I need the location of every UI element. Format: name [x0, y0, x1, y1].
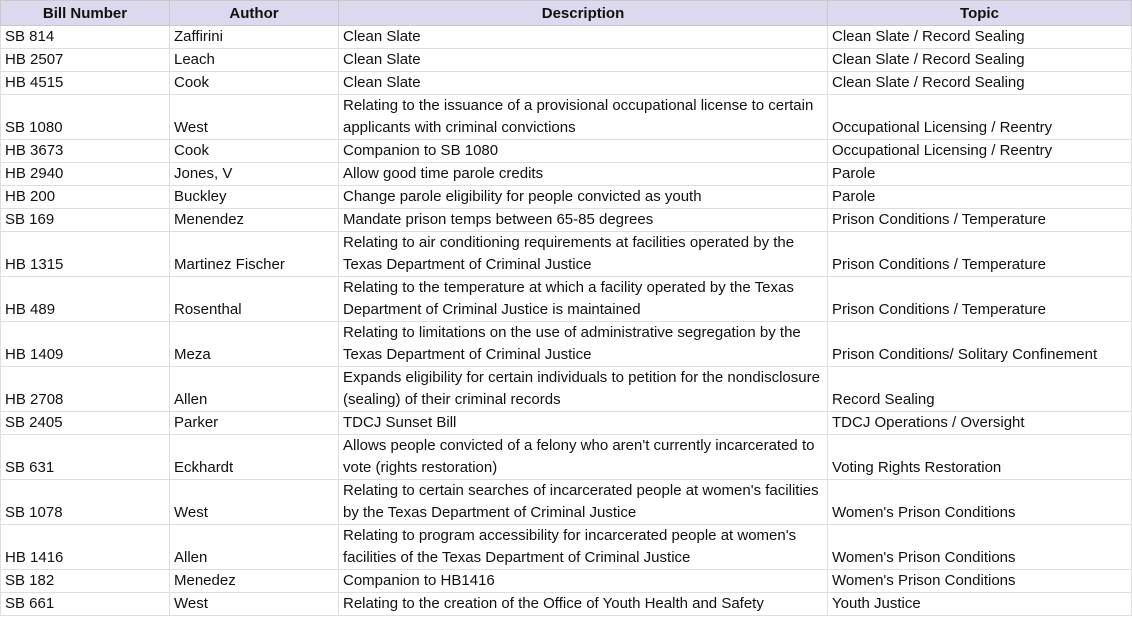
- column-header-author[interactable]: Author: [170, 1, 339, 26]
- bill-number-cell[interactable]: HB 489: [1, 277, 170, 322]
- table-row: [1, 367, 1132, 412]
- author-cell[interactable]: Zaffirini: [170, 26, 339, 49]
- topic-cell[interactable]: Prison Conditions/ Solitary Confinement: [828, 322, 1132, 367]
- table-row: [1, 570, 1132, 593]
- author-cell[interactable]: Menedez: [170, 570, 339, 593]
- author-cell[interactable]: Cook: [170, 72, 339, 95]
- description-cell[interactable]: TDCJ Sunset Bill: [339, 412, 828, 435]
- topic-cell[interactable]: Voting Rights Restoration: [828, 435, 1132, 480]
- author-cell[interactable]: Menendez: [170, 209, 339, 232]
- description-cell[interactable]: Expands eligibility for certain individuals to petition for the nondisclosure (sealing) of their criminal records: [339, 367, 828, 412]
- bill-number-cell[interactable]: HB 1409: [1, 322, 170, 367]
- description-cell[interactable]: Mandate prison temps between 65-85 degrees: [339, 209, 828, 232]
- description-cell[interactable]: Clean Slate: [339, 72, 828, 95]
- table-header: [1, 1, 1132, 26]
- table-row: [1, 277, 1132, 322]
- table-row: [1, 525, 1132, 570]
- bill-number-cell[interactable]: SB 182: [1, 570, 170, 593]
- description-cell[interactable]: Relating to program accessibility for incarcerated people at women's facilities of the Texas Department of Criminal Justice: [339, 525, 828, 570]
- author-cell[interactable]: Martinez Fischer: [170, 232, 339, 277]
- topic-cell[interactable]: Record Sealing: [828, 367, 1132, 412]
- description-cell[interactable]: Companion to HB1416: [339, 570, 828, 593]
- topic-cell[interactable]: Clean Slate / Record Sealing: [828, 26, 1132, 49]
- bill-number-cell[interactable]: HB 2708: [1, 367, 170, 412]
- table-row: [1, 95, 1132, 140]
- description-cell[interactable]: Clean Slate: [339, 49, 828, 72]
- author-cell[interactable]: Eckhardt: [170, 435, 339, 480]
- column-header-bill-number[interactable]: Bill Number: [1, 1, 170, 26]
- header-row: [1, 1, 1132, 26]
- bill-number-cell[interactable]: HB 4515: [1, 72, 170, 95]
- table-row: [1, 163, 1132, 186]
- bill-number-cell[interactable]: HB 3673: [1, 140, 170, 163]
- topic-cell[interactable]: Occupational Licensing / Reentry: [828, 95, 1132, 140]
- table-body: [1, 26, 1132, 616]
- table-row: [1, 412, 1132, 435]
- description-cell[interactable]: Relating to limitations on the use of administrative segregation by the Texas Department of Criminal Justice: [339, 322, 828, 367]
- table-row: [1, 232, 1132, 277]
- bill-number-cell[interactable]: HB 200: [1, 186, 170, 209]
- author-cell[interactable]: Meza: [170, 322, 339, 367]
- topic-cell[interactable]: TDCJ Operations / Oversight: [828, 412, 1132, 435]
- table-row: [1, 72, 1132, 95]
- author-cell[interactable]: Cook: [170, 140, 339, 163]
- table-row: [1, 322, 1132, 367]
- topic-cell[interactable]: Clean Slate / Record Sealing: [828, 49, 1132, 72]
- bill-number-cell[interactable]: SB 2405: [1, 412, 170, 435]
- description-cell[interactable]: Clean Slate: [339, 26, 828, 49]
- bill-number-cell[interactable]: HB 2940: [1, 163, 170, 186]
- description-cell[interactable]: Relating to the issuance of a provisional occupational license to certain applicants with criminal convictions: [339, 95, 828, 140]
- bill-number-cell[interactable]: HB 2507: [1, 49, 170, 72]
- topic-cell[interactable]: Women's Prison Conditions: [828, 525, 1132, 570]
- description-cell[interactable]: Allow good time parole credits: [339, 163, 828, 186]
- author-cell[interactable]: Allen: [170, 367, 339, 412]
- bill-number-cell[interactable]: HB 1416: [1, 525, 170, 570]
- author-cell[interactable]: West: [170, 480, 339, 525]
- topic-cell[interactable]: Occupational Licensing / Reentry: [828, 140, 1132, 163]
- author-cell[interactable]: Parker: [170, 412, 339, 435]
- description-cell[interactable]: Change parole eligibility for people convicted as youth: [339, 186, 828, 209]
- table-row: [1, 435, 1132, 480]
- bill-number-cell[interactable]: SB 661: [1, 593, 170, 616]
- description-cell[interactable]: Relating to the temperature at which a facility operated by the Texas Department of Criminal Justice is maintained: [339, 277, 828, 322]
- column-header-description[interactable]: Description: [339, 1, 828, 26]
- bill-number-cell[interactable]: SB 1078: [1, 480, 170, 525]
- table-row: [1, 140, 1132, 163]
- author-cell[interactable]: Leach: [170, 49, 339, 72]
- table-row: [1, 186, 1132, 209]
- topic-cell[interactable]: Clean Slate / Record Sealing: [828, 72, 1132, 95]
- topic-cell[interactable]: Prison Conditions / Temperature: [828, 277, 1132, 322]
- author-cell[interactable]: West: [170, 593, 339, 616]
- table-row: [1, 209, 1132, 232]
- topic-cell[interactable]: Prison Conditions / Temperature: [828, 232, 1132, 277]
- bill-number-cell[interactable]: SB 1080: [1, 95, 170, 140]
- column-header-topic[interactable]: Topic: [828, 1, 1132, 26]
- topic-cell[interactable]: Youth Justice: [828, 593, 1132, 616]
- table-row: [1, 49, 1132, 72]
- table-row: [1, 26, 1132, 49]
- topic-cell[interactable]: Women's Prison Conditions: [828, 480, 1132, 525]
- author-cell[interactable]: Buckley: [170, 186, 339, 209]
- topic-cell[interactable]: Parole: [828, 186, 1132, 209]
- description-cell[interactable]: Companion to SB 1080: [339, 140, 828, 163]
- table-row: [1, 480, 1132, 525]
- description-cell[interactable]: Relating to certain searches of incarcerated people at women's facilities by the Texas Department of Criminal Justice: [339, 480, 828, 525]
- table-row: [1, 593, 1132, 616]
- topic-cell[interactable]: Women's Prison Conditions: [828, 570, 1132, 593]
- description-cell[interactable]: Allows people convicted of a felony who aren't currently incarcerated to vote (rights restoration): [339, 435, 828, 480]
- description-cell[interactable]: Relating to air conditioning requirements at facilities operated by the Texas Department of Criminal Justice: [339, 232, 828, 277]
- bill-number-cell[interactable]: SB 814: [1, 26, 170, 49]
- author-cell[interactable]: Rosenthal: [170, 277, 339, 322]
- author-cell[interactable]: Jones, V: [170, 163, 339, 186]
- author-cell[interactable]: West: [170, 95, 339, 140]
- topic-cell[interactable]: Parole: [828, 163, 1132, 186]
- description-cell[interactable]: Relating to the creation of the Office of Youth Health and Safety: [339, 593, 828, 616]
- author-cell[interactable]: Allen: [170, 525, 339, 570]
- topic-cell[interactable]: Prison Conditions / Temperature: [828, 209, 1132, 232]
- bill-number-cell[interactable]: SB 169: [1, 209, 170, 232]
- bill-number-cell[interactable]: SB 631: [1, 435, 170, 480]
- bill-number-cell[interactable]: HB 1315: [1, 232, 170, 277]
